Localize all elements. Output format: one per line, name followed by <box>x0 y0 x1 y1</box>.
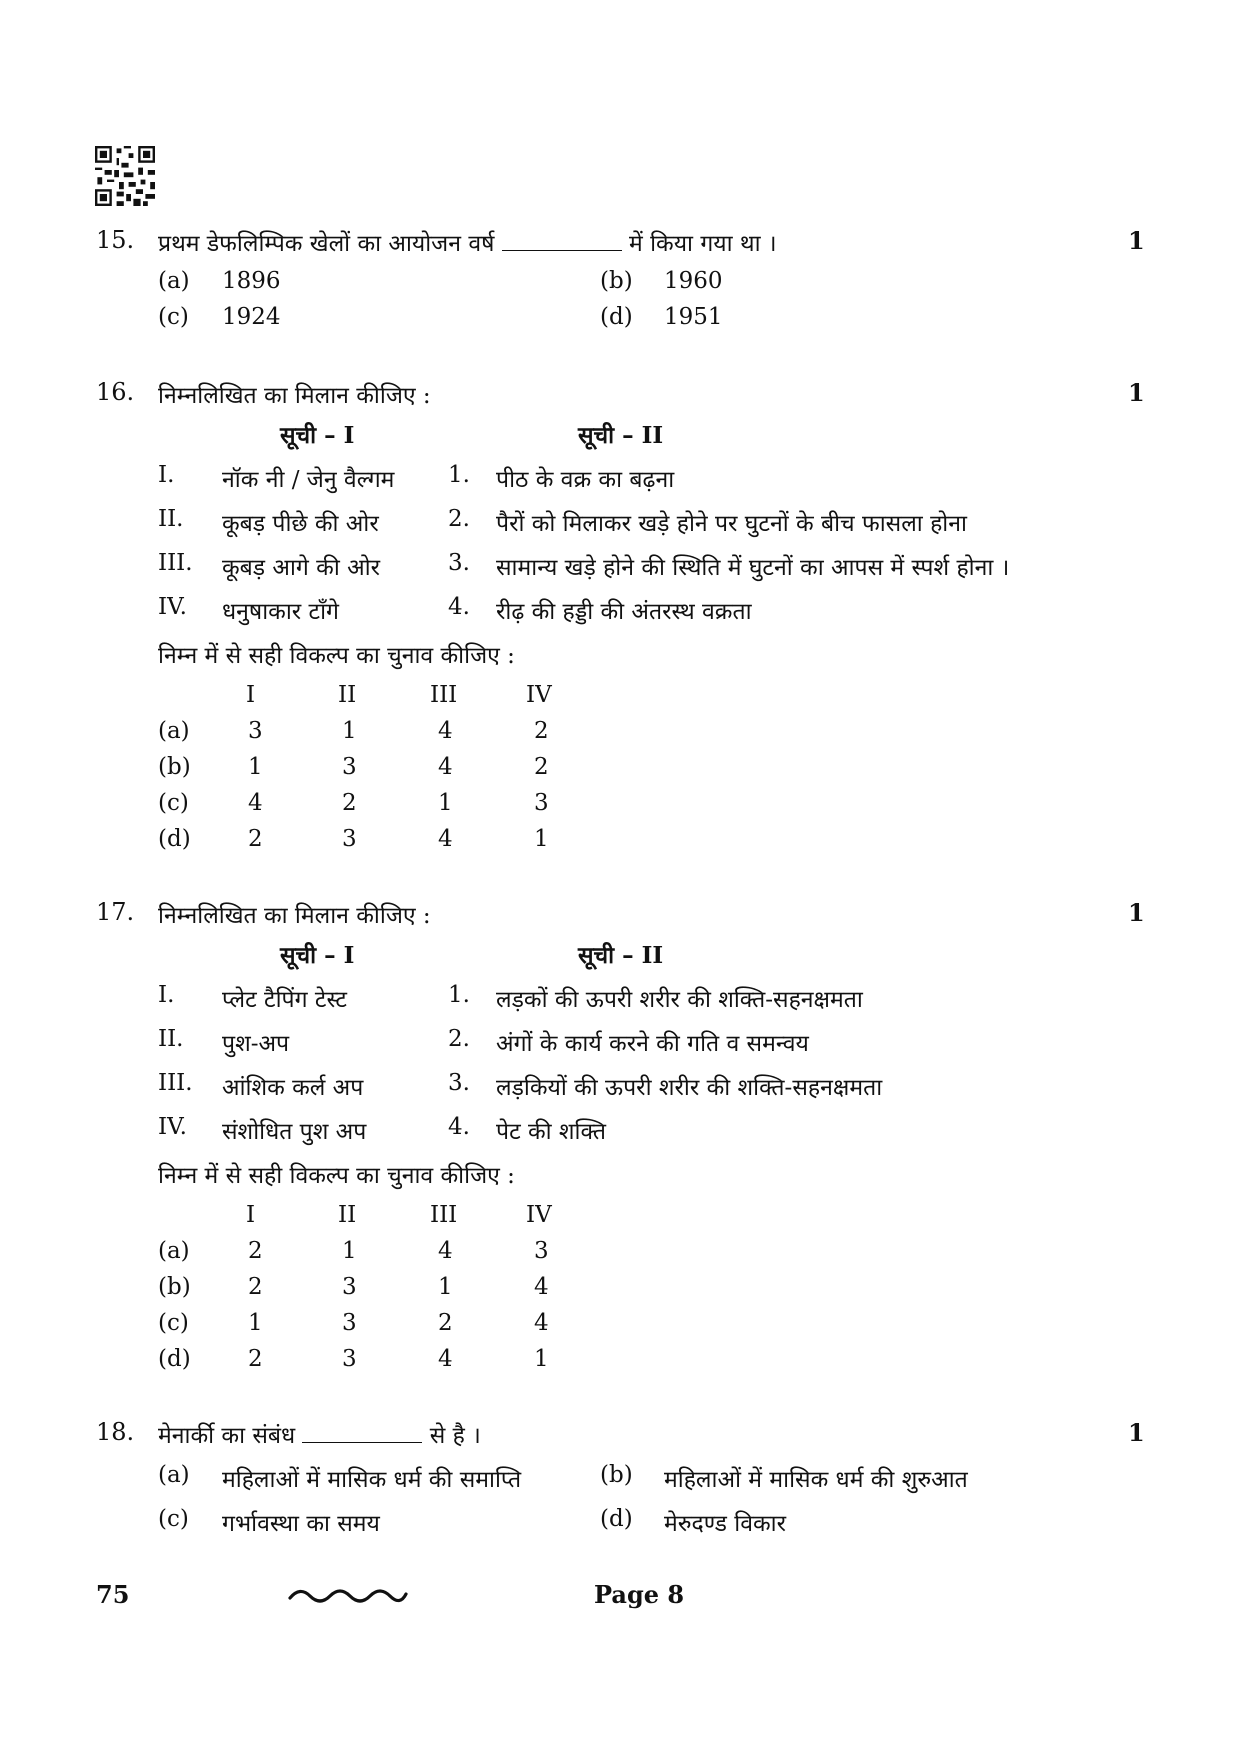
row-roman: I. <box>158 982 175 1008</box>
choose-instruction: निम्न में से सही विकल्प का चुनाव कीजिए : <box>158 1163 515 1189</box>
option-d-text: मेरुदण्ड विकार <box>664 1511 787 1537</box>
page-number: Page 8 <box>594 1580 685 1609</box>
col-header: I <box>246 1202 256 1228</box>
row-roman: III. <box>158 1070 193 1096</box>
answer-value: 1 <box>342 718 357 744</box>
answer-value: 3 <box>342 826 357 852</box>
row-match: सामान्य खड़े होने की स्थिति में घुटनों का आपस में स्पर्श होना । <box>496 555 1010 581</box>
answer-value: 1 <box>534 826 549 852</box>
question-15-number: 15. <box>96 226 135 254</box>
answer-value: 2 <box>248 1238 263 1264</box>
row-match: पीठ के वक्र का बढ़ना <box>496 467 675 493</box>
col-header: III <box>430 682 458 708</box>
row-match: पैरों को मिलाकर खड़े होने पर घुटनों के बीच फासला होना <box>496 511 967 537</box>
answer-value: 3 <box>342 1346 357 1372</box>
answer-value: 2 <box>342 790 357 816</box>
row-item: कूबड़ आगे की ओर <box>222 555 381 581</box>
option-b-label: (b) <box>600 1462 633 1488</box>
answer-value: 2 <box>248 826 263 852</box>
col-header: II <box>338 1202 357 1228</box>
row-number: 3. <box>448 1070 470 1096</box>
col-header: IV <box>526 1202 552 1228</box>
answer-value: 2 <box>534 754 549 780</box>
answer-value: 3 <box>342 1310 357 1336</box>
row-number: 2. <box>448 1026 470 1052</box>
option-a-text: महिलाओं में मासिक धर्म की समाप्ति <box>222 1467 522 1493</box>
option-c-text: 1924 <box>222 304 281 330</box>
option-a-label: (a) <box>158 268 190 294</box>
row-match: पेट की शक्ति <box>496 1119 606 1145</box>
row-match: रीढ़ की हड्डी की अंतरस्थ वक्रता <box>496 599 752 625</box>
option-b-text: 1960 <box>664 268 723 294</box>
answer-value: 2 <box>534 718 549 744</box>
answer-value: 1 <box>248 754 263 780</box>
paper-code: 75 <box>96 1580 130 1609</box>
qr-code <box>94 146 156 206</box>
list-2-header: सूची – II <box>578 422 664 449</box>
row-item: संशोधित पुश अप <box>222 1119 367 1145</box>
row-roman: II. <box>158 1026 184 1052</box>
row-match: लड़कियों की ऊपरी शरीर की शक्ति-सहनक्षमता <box>496 1075 883 1101</box>
row-roman: IV. <box>158 1114 187 1140</box>
option-b-label: (b) <box>600 268 633 294</box>
col-header: I <box>246 682 256 708</box>
list-1-header: सूची – I <box>280 422 355 449</box>
row-item: नॉक नी / जेनु वैल्गम <box>222 467 395 493</box>
answer-value: 4 <box>438 826 453 852</box>
option-a-label: (a) <box>158 1462 190 1488</box>
answer-value: 4 <box>438 754 453 780</box>
row-roman: IV. <box>158 594 187 620</box>
wave-mark-icon <box>288 1584 408 1608</box>
row-match: अंगों के कार्य करने की गति व समन्वय <box>496 1031 809 1057</box>
question-17-marks: 1 <box>1128 898 1145 927</box>
row-item: आंशिक कर्ल अप <box>222 1075 364 1101</box>
row-item: प्लेट टैपिंग टेस्ट <box>222 987 347 1013</box>
row-roman: III. <box>158 550 193 576</box>
question-16-marks: 1 <box>1128 378 1145 407</box>
answer-value: 1 <box>438 1274 453 1300</box>
list-1-header: सूची – I <box>280 942 355 969</box>
answer-label: (b) <box>158 1274 191 1300</box>
answer-label: (a) <box>158 718 190 744</box>
answer-value: 3 <box>342 1274 357 1300</box>
row-number: 3. <box>448 550 470 576</box>
option-d-text: 1951 <box>664 304 723 330</box>
fill-in-blank <box>302 1422 422 1443</box>
question-18-number: 18. <box>96 1418 135 1446</box>
question-15-text-before: प्रथम डेफलिम्पिक खेलों का आयोजन वर्ष <box>158 231 495 257</box>
option-a-text: 1896 <box>222 268 281 294</box>
answer-label: (b) <box>158 754 191 780</box>
question-16-text: निम्नलिखित का मिलान कीजिए : <box>158 383 431 409</box>
row-item: पुश-अप <box>222 1031 290 1057</box>
question-15-text <box>158 226 777 258</box>
question-18-text <box>158 1418 481 1450</box>
question-16-number: 16. <box>96 378 135 406</box>
answer-value: 4 <box>248 790 263 816</box>
list-2-header: सूची – II <box>578 942 664 969</box>
answer-value: 4 <box>438 1346 453 1372</box>
answer-value: 4 <box>534 1310 549 1336</box>
answer-label: (c) <box>158 790 189 816</box>
answer-label: (a) <box>158 1238 190 1264</box>
row-match: लड़कों की ऊपरी शरीर की शक्ति-सहनक्षमता <box>496 987 863 1013</box>
row-roman: II. <box>158 506 184 532</box>
question-17-text: निम्नलिखित का मिलान कीजिए : <box>158 903 431 929</box>
answer-label: (d) <box>158 826 191 852</box>
question-18-text-after: से है । <box>429 1423 481 1449</box>
row-item: धनुषाकार टाँगे <box>222 599 339 625</box>
row-number: 4. <box>448 1114 470 1140</box>
row-roman: I. <box>158 462 175 488</box>
question-17-number: 17. <box>96 898 135 926</box>
option-b-text: महिलाओं में मासिक धर्म की शुरुआत <box>664 1467 968 1493</box>
option-c-text: गर्भावस्था का समय <box>222 1511 380 1537</box>
answer-value: 1 <box>438 790 453 816</box>
col-header: III <box>430 1202 458 1228</box>
row-number: 1. <box>448 982 470 1008</box>
choose-instruction: निम्न में से सही विकल्प का चुनाव कीजिए : <box>158 643 515 669</box>
col-header: IV <box>526 682 552 708</box>
answer-value: 2 <box>438 1310 453 1336</box>
question-15-marks: 1 <box>1128 226 1145 255</box>
answer-value: 3 <box>534 1238 549 1264</box>
answer-value: 1 <box>248 1310 263 1336</box>
answer-label: (c) <box>158 1310 189 1336</box>
answer-value: 2 <box>248 1274 263 1300</box>
row-number: 4. <box>448 594 470 620</box>
answer-value: 4 <box>438 718 453 744</box>
question-15-text-after: में किया गया था । <box>629 231 777 257</box>
col-header: II <box>338 682 357 708</box>
row-number: 2. <box>448 506 470 532</box>
answer-value: 3 <box>248 718 263 744</box>
answer-value: 3 <box>342 754 357 780</box>
option-c-label: (c) <box>158 304 189 330</box>
option-d-label: (d) <box>600 1506 633 1532</box>
answer-value: 1 <box>534 1346 549 1372</box>
fill-in-blank <box>502 230 622 251</box>
option-c-label: (c) <box>158 1506 189 1532</box>
answer-label: (d) <box>158 1346 191 1372</box>
answer-value: 2 <box>248 1346 263 1372</box>
row-number: 1. <box>448 462 470 488</box>
answer-value: 3 <box>534 790 549 816</box>
option-d-label: (d) <box>600 304 633 330</box>
question-18-text-before: मेनार्की का संबंध <box>158 1423 296 1449</box>
answer-value: 4 <box>438 1238 453 1264</box>
answer-value: 1 <box>342 1238 357 1264</box>
answer-value: 4 <box>534 1274 549 1300</box>
question-18-marks: 1 <box>1128 1418 1145 1447</box>
row-item: कूबड़ पीछे की ओर <box>222 511 379 537</box>
